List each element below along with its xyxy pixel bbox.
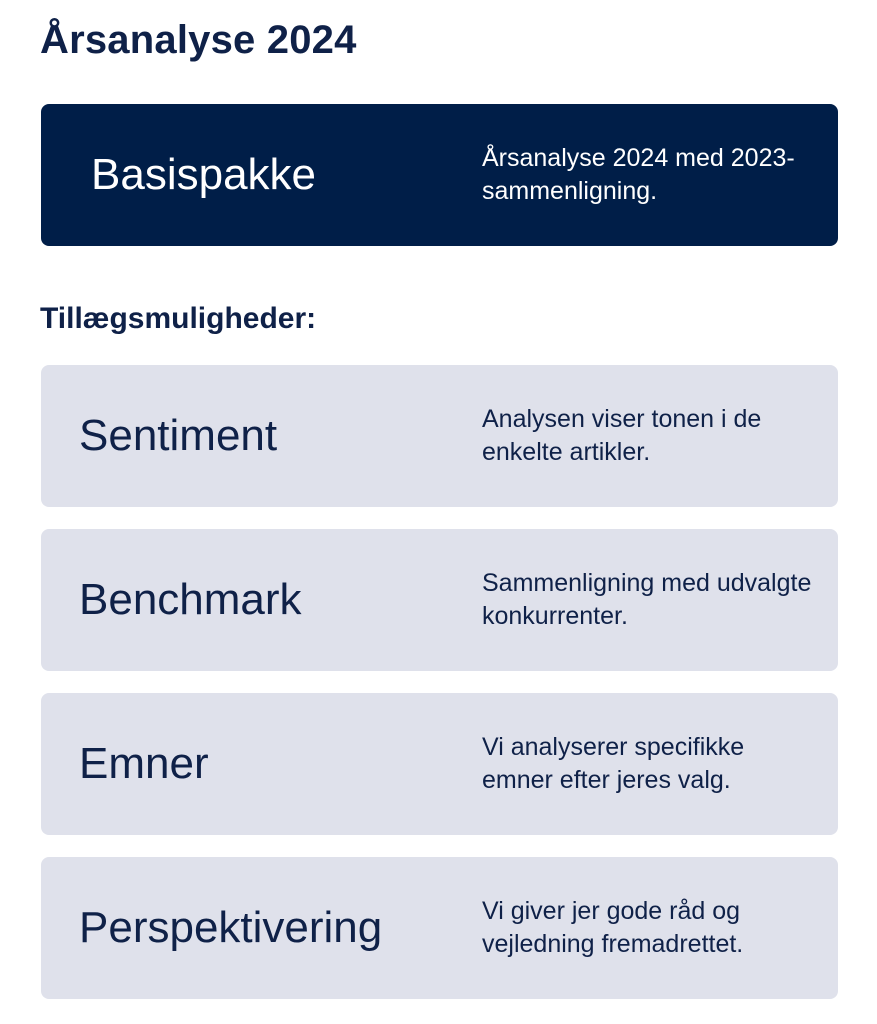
addon-name: Sentiment	[79, 411, 278, 460]
addon-description: Vi analyserer specifikke emner efter jeres valg.	[482, 733, 745, 794]
addon-card-benchmark	[41, 529, 838, 671]
basis-package-description: Årsanalyse 2024 med 2023-sammenligning.	[482, 144, 795, 205]
addon-card-emner	[41, 693, 838, 835]
addon-name: Perspektivering	[79, 903, 383, 952]
basis-package-name: Basispakke	[91, 150, 317, 199]
addon-description: Vi giver jer gode råd og vejledning fremadrettet.	[482, 897, 744, 958]
addon-name: Emner	[79, 739, 209, 788]
page-title: Årsanalyse 2024	[40, 18, 357, 62]
addon-card-perspektivering	[41, 857, 838, 999]
addon-description: Analysen viser tonen i de enkelte artikler.	[482, 405, 762, 466]
addons-heading: Tillægsmuligheder:	[40, 302, 317, 335]
basis-package-card	[41, 104, 838, 246]
addon-name: Benchmark	[79, 575, 302, 624]
addon-description: Sammenligning med udvalgte konkurrenter.	[482, 569, 812, 630]
addon-card-sentiment	[41, 365, 838, 507]
